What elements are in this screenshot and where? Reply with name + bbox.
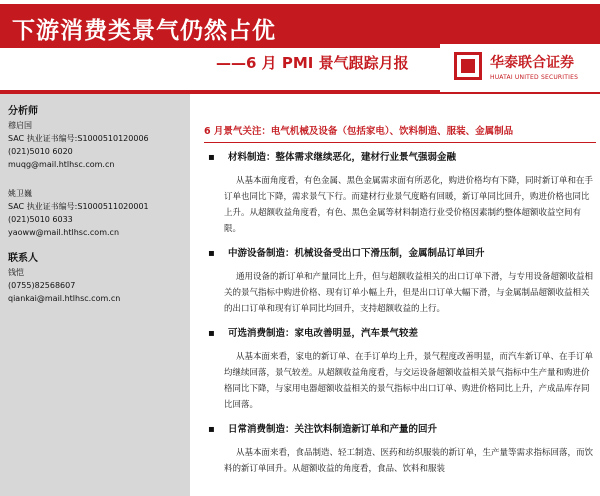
report-subtitle: ——6 月 PMI 景气跟踪月报 bbox=[216, 54, 409, 72]
contact-card bbox=[8, 266, 182, 305]
report-body bbox=[204, 124, 600, 487]
contact-email[interactable]: qiankai@mail.htlhsc.com.cn bbox=[8, 294, 121, 303]
section-heading: ▪ 可选消费制造：家电改善明显，汽车景气较差 bbox=[208, 327, 600, 341]
analyst-heading: 分析师 bbox=[8, 106, 38, 117]
report-title: 下游消费类景气仍然占优 bbox=[12, 18, 276, 44]
analyst-sidebar bbox=[0, 94, 190, 496]
section-body: 通用设备的新订单和产量同比上升，但与超额收益相关的出口订单下滑，与专用设备超额收益相关的景气指标中购进价格、现有订单小幅上升，但是出口订单大幅下滑，与金属制品超额收益相关的出口订单和现有订单同比均回升，支持超额收益的上行。 bbox=[224, 272, 594, 314]
analyst-name: 姚卫巍 bbox=[8, 189, 32, 198]
analyst-card bbox=[8, 119, 182, 171]
logo-name-cn: 华泰联合证券 bbox=[490, 55, 574, 71]
focus-divider bbox=[204, 142, 596, 143]
title-band bbox=[0, 4, 600, 48]
report-header bbox=[0, 0, 600, 98]
contact-name: 钱恺 bbox=[8, 268, 24, 277]
analyst-name: 穆启国 bbox=[8, 121, 32, 130]
logo-name-en: HUATAI UNITED SECURITIES bbox=[490, 74, 579, 81]
analyst-card bbox=[8, 187, 182, 239]
analyst-cert: SAC 执业证书编号:S1000510120006 bbox=[8, 134, 149, 143]
company-logo bbox=[440, 44, 600, 92]
analyst-email[interactable]: muqg@mail.htlhsc.com.cn bbox=[8, 160, 115, 169]
section-heading: ▪ 材料制造：整体需求继续恶化，建材行业景气强弱金融 bbox=[208, 151, 600, 165]
section-body: 从基本面来看，食品制造、轻工制造、医药和纺织服装的新订单，生产量等需求指标回落，而饮料的新订单回升。从超额收益的角度看，食品、饮料和服装 bbox=[224, 448, 594, 474]
logo-mark-icon bbox=[454, 52, 482, 80]
focus-line: 6 月景气关注：电气机械及设备（包括家电）、饮料制造、服装、金属制品 bbox=[204, 126, 514, 137]
section-body: 从基本面角度看，有色金属、黑色金属需求面有所恶化，购进价格均有下降，同时新订单和在手订单也同比下降，需求景气下行。而建材行业景气度略有回暖，新订单同比回升，购进价格也同比上升。从超额收益角度看，有色、黑色金属等材料制造行业受价格因素制约整体超额收益空间有限。 bbox=[224, 176, 594, 234]
section-heading: ▪ 中游设备制造：机械设备受出口下滑压制，金属制品订单回升 bbox=[208, 247, 600, 261]
analyst-phone: (021)5010 6033 bbox=[8, 215, 73, 224]
analyst-phone: (021)5010 6020 bbox=[8, 147, 73, 156]
section-body: 从基本面来看，家电的新订单、在手订单均上升，景气程度改善明显，而汽车新订单、在手订单均继续回落，景气较差。从超额收益角度看，与交运设备超额收益相关景气指标中生产量和购进价格同比下降，与家用电器超额收益相关的景气指标中出口订单、购进价格同比上升，产成品库存同比回落。 bbox=[224, 352, 594, 410]
contact-phone: (0755)82568607 bbox=[8, 281, 76, 290]
analyst-cert: SAC 执业证书编号:S1000511020001 bbox=[8, 202, 149, 211]
contact-heading: 联系人 bbox=[8, 253, 38, 264]
section-heading: ▪ 日常消费制造：关注饮料制造新订单和产量的回升 bbox=[208, 423, 600, 437]
analyst-email[interactable]: yaoww@mail.htlhsc.com.cn bbox=[8, 228, 120, 237]
